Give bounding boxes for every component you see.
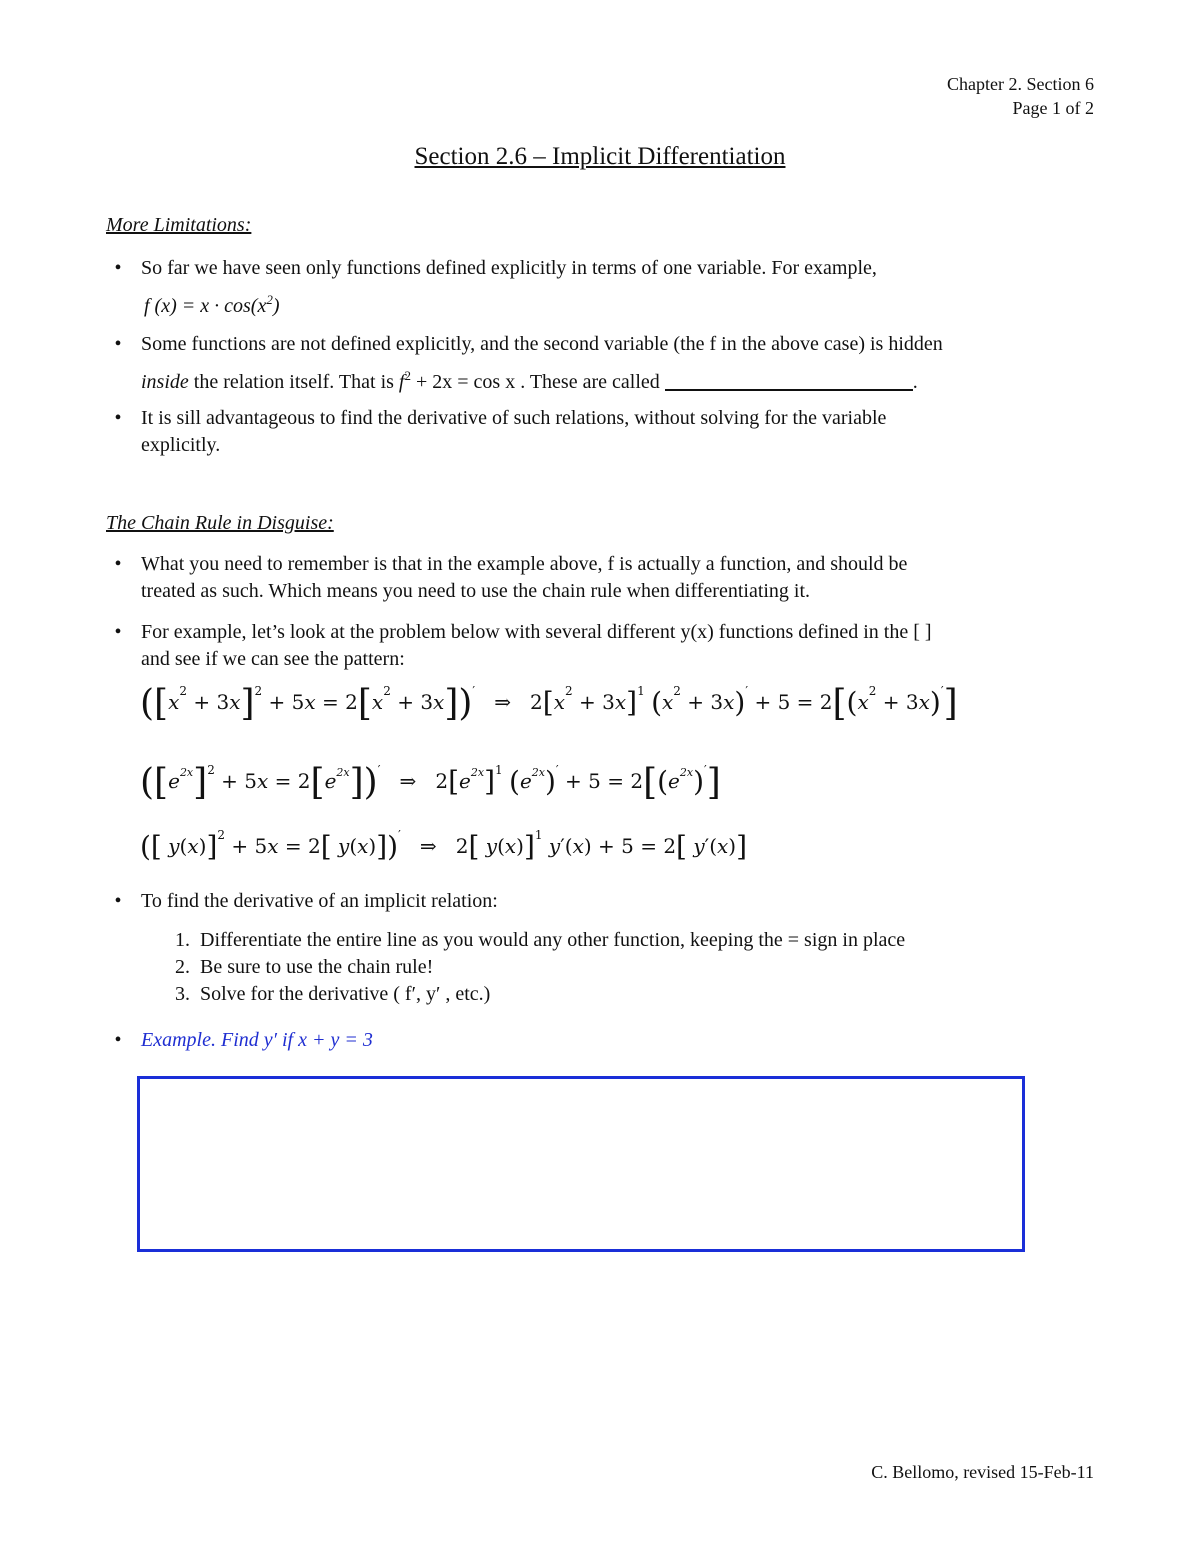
example-prompt: Example. Find y′ if x + y = 3 <box>141 1029 373 1051</box>
bullet-text-line2: and see if we can see the pattern: <box>141 648 405 670</box>
steps-list <box>175 927 905 1008</box>
bullet-text-line2: inside the relation itself. That is $f^2 + 2x = \cos x$ . These are called . <box>141 368 918 393</box>
page-header <box>947 72 1094 120</box>
section-heading-more-limitations: More Limitations: <box>106 214 252 236</box>
bullet-icon: • <box>114 553 122 575</box>
bullet-icon: • <box>114 333 122 355</box>
bullet-text: To find the derivative of an implicit relation: <box>141 890 498 912</box>
bullet-text: For example, let’s look at the problem below with several different y(x) functions defined in the [ ] <box>141 621 932 643</box>
list-item: 1. Differentiate the entire line as you would any other function, keeping the = sign in place <box>175 929 906 951</box>
formula: f $(x) = x \cdot \cos(x^2)$ <box>144 292 280 317</box>
list-item <box>106 619 1096 675</box>
bullet-icon: • <box>114 407 122 429</box>
equation-exponential: $([e^{2x}]^2 + 5x = 2[e^{2x}])'$ ⇒ $2[e^{2x}]^1$ $(e^{2x})' + 5 = 2[(e^{2x})']$ <box>140 762 721 803</box>
footer-credit: C. Bellomo, revised 15-Feb-11 <box>871 1462 1094 1482</box>
list-item <box>106 405 1096 465</box>
section-heading-chain-rule: The Chain Rule in Disguise: <box>106 512 334 534</box>
list-item <box>106 331 1096 391</box>
answer-box[interactable] <box>137 1076 1025 1252</box>
bullet-icon: • <box>114 1029 122 1051</box>
bullet-text: It is sill advantageous to find the derivative of such relations, without solving for the variable <box>141 407 887 429</box>
bullet-text: Some functions are not defined explicitly, and the second variable (the f in the above case) is hidden <box>141 333 943 355</box>
page-number-label: Page 1 of 2 <box>1012 98 1094 118</box>
page-title: Section 2.6 – Implicit Differentiation <box>414 143 786 170</box>
list-item <box>106 1027 1096 1057</box>
equation-polynomial: $([x^2 + 3x]^2 + 5x = 2[x^2 + 3x])'$ ⇒ $2[x^2 + 3x]^1$ $(x^2 + 3x)' + 5 = 2[(x^2 + 3x)']$ <box>140 683 958 724</box>
bullet-icon: • <box>114 621 122 643</box>
bullet-text-line2: explicitly. <box>141 434 221 456</box>
list-item <box>106 551 1096 607</box>
bullet-icon: • <box>114 890 122 912</box>
equation-general: ([ y(x)]$^2$ + 5x = 2[ y(x)])′ ⇒ 2[ y(x)]$^1$ y′(x) + 5 = 2[ y′(x)] <box>140 828 748 863</box>
bullet-icon: • <box>114 257 122 279</box>
fill-in-blank <box>665 371 913 391</box>
bullet-text: What you need to remember is that in the example above, f is actually a function, and should be <box>141 553 908 575</box>
list-item: 3. Solve for the derivative ( f′, y′ , etc.) <box>175 983 491 1005</box>
list-item <box>106 255 1096 315</box>
list-item <box>106 888 1096 918</box>
bullet-text-line2: treated as such. Which means you need to use the chain rule when differentiating it. <box>141 580 811 602</box>
chapter-section-label: Chapter 2. Section 6 <box>947 74 1094 94</box>
list-item: 2. Be sure to use the chain rule! <box>175 956 434 978</box>
bullet-text: So far we have seen only functions defined explicitly in terms of one variable. For example, <box>141 257 877 279</box>
